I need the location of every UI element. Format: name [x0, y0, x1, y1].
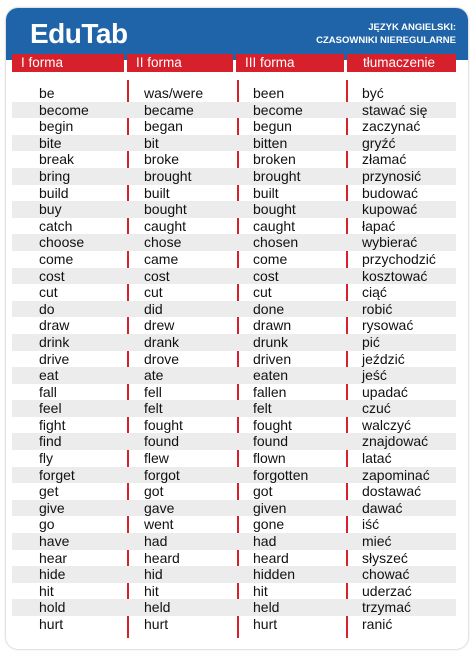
- table-cell: build: [39, 184, 69, 201]
- table-cell: jeździć: [362, 350, 405, 367]
- table-cell: built: [144, 184, 170, 201]
- table-cell: wybierać: [362, 234, 418, 251]
- table-cell: cut: [144, 284, 163, 301]
- table-cell: robić: [362, 300, 393, 317]
- table-cell: got: [253, 483, 273, 500]
- table-row: [12, 102, 456, 119]
- table-cell: find: [39, 433, 62, 450]
- table-row: [12, 317, 456, 334]
- table-cell: czuć: [362, 400, 391, 417]
- table-row: [12, 433, 456, 450]
- table-cell: go: [39, 516, 55, 533]
- table-row: [12, 467, 456, 484]
- table-cell: given: [253, 499, 287, 516]
- table-row: [12, 351, 456, 368]
- table-row: [12, 268, 456, 285]
- table-cell: kupować: [362, 201, 418, 218]
- table-cell: bite: [39, 134, 62, 151]
- table-cell: hide: [39, 566, 66, 583]
- table-cell: bit: [144, 134, 159, 151]
- table-row: [12, 417, 456, 434]
- table-cell: być: [362, 85, 384, 101]
- header-bar: [6, 8, 468, 60]
- table-cell: was/were: [144, 85, 204, 101]
- table-row: [12, 400, 456, 417]
- table-cell: held: [253, 599, 280, 616]
- table-cell: begin: [39, 118, 74, 135]
- table-cell: done: [253, 300, 285, 317]
- table-cell: driven: [253, 350, 292, 367]
- table-cell: fly: [39, 450, 53, 467]
- table-cell: ranić: [362, 616, 393, 632]
- table-cell: drive: [39, 350, 70, 367]
- table-cell: fight: [39, 416, 66, 433]
- table-cell: cut: [39, 284, 58, 301]
- table-cell: bought: [144, 201, 187, 218]
- table-cell: drink: [39, 333, 70, 350]
- table-cell: iść: [362, 516, 380, 533]
- table-cell: come: [253, 250, 288, 267]
- table-cell: got: [144, 483, 164, 500]
- table-cell: cut: [253, 284, 272, 301]
- table-cell: went: [144, 516, 174, 533]
- table-cell: ate: [144, 367, 164, 384]
- table-cell: cost: [39, 267, 65, 284]
- column-header-4: tłumaczenie: [347, 54, 456, 72]
- table-cell: przynosić: [362, 167, 422, 184]
- column-headers: [12, 54, 456, 72]
- table-row: [12, 185, 456, 202]
- table-row: [12, 168, 456, 185]
- table-cell: cost: [144, 267, 170, 284]
- table-cell: fought: [253, 416, 292, 433]
- table-cell: hit: [39, 582, 54, 599]
- table-cell: upadać: [362, 383, 408, 400]
- table-cell: draw: [39, 317, 70, 334]
- table-cell: hit: [253, 582, 268, 599]
- table-cell: rysować: [362, 317, 414, 334]
- table-row: [12, 516, 456, 533]
- table-cell: chose: [144, 234, 182, 251]
- table-cell: fall: [39, 383, 57, 400]
- table-cell: pić: [362, 333, 380, 350]
- table-cell: flown: [253, 450, 286, 467]
- verb-table: [12, 85, 456, 633]
- table-cell: broke: [144, 151, 180, 168]
- table-cell: give: [39, 499, 65, 516]
- table-row: [12, 85, 456, 102]
- table-row: [12, 201, 456, 218]
- table-cell: did: [144, 300, 163, 317]
- table-cell: gone: [253, 516, 285, 533]
- table-cell: łapać: [362, 217, 396, 234]
- table-cell: zaczynać: [362, 118, 421, 135]
- table-cell: latać: [362, 450, 392, 467]
- table-cell: drove: [144, 350, 180, 367]
- table-row: [12, 450, 456, 467]
- table-cell: dostawać: [362, 483, 422, 500]
- table-cell: ciąć: [362, 284, 387, 301]
- table-cell: chosen: [253, 234, 299, 251]
- table-cell: fell: [144, 383, 162, 400]
- table-cell: chować: [362, 566, 410, 583]
- table-row: [12, 135, 456, 152]
- table-cell: felt: [253, 400, 272, 417]
- table-cell: brought: [144, 167, 192, 184]
- table-cell: uderzać: [362, 582, 412, 599]
- table-cell: feel: [39, 400, 62, 417]
- table-cell: caught: [253, 217, 296, 234]
- table-row: [12, 284, 456, 301]
- subtitle-line-1: JĘZYK ANGIELSKI:: [368, 22, 456, 33]
- table-cell: hid: [144, 566, 163, 583]
- table-cell: choose: [39, 234, 85, 251]
- column-header-2: II forma: [127, 54, 233, 72]
- table-row: [12, 483, 456, 500]
- table-cell: cost: [253, 267, 279, 284]
- table-cell: became: [144, 101, 194, 118]
- table-cell: fallen: [253, 383, 287, 400]
- table-cell: had: [144, 533, 168, 550]
- table-cell: budować: [362, 184, 419, 201]
- table-cell: fought: [144, 416, 183, 433]
- table-cell: break: [39, 151, 75, 168]
- table-row: [12, 616, 456, 633]
- table-cell: come: [39, 250, 74, 267]
- table-cell: hold: [39, 599, 66, 616]
- table-cell: had: [253, 533, 277, 550]
- table-cell: złamać: [362, 151, 407, 168]
- table-cell: dawać: [362, 499, 403, 516]
- table-row: [12, 251, 456, 268]
- table-row: [12, 566, 456, 583]
- table-cell: found: [253, 433, 289, 450]
- table-cell: flew: [144, 450, 169, 467]
- table-row: [12, 367, 456, 384]
- table-cell: heard: [253, 549, 289, 566]
- table-cell: stawać się: [362, 101, 428, 118]
- table-row: [12, 301, 456, 318]
- table-row: [12, 151, 456, 168]
- table-cell: kosztować: [362, 267, 428, 284]
- table-cell: jeść: [362, 367, 387, 384]
- table-cell: trzymać: [362, 599, 411, 616]
- table-cell: begun: [253, 118, 292, 135]
- table-row: [12, 118, 456, 135]
- table-cell: be: [39, 85, 55, 101]
- table-cell: hurt: [144, 616, 169, 632]
- table-cell: get: [39, 483, 59, 500]
- table-cell: zapominać: [362, 466, 430, 483]
- table-cell: have: [39, 533, 70, 550]
- header-subtitle: [316, 21, 456, 47]
- table-row: [12, 334, 456, 351]
- table-row: [12, 500, 456, 517]
- table-cell: hit: [144, 582, 159, 599]
- table-cell: bitten: [253, 134, 288, 151]
- table-cell: drew: [144, 317, 175, 334]
- table-cell: mieć: [362, 533, 392, 550]
- column-header-1: I forma: [12, 54, 124, 72]
- table-cell: caught: [144, 217, 187, 234]
- table-cell: broken: [253, 151, 296, 168]
- table-cell: become: [39, 101, 89, 118]
- table-cell: become: [253, 101, 303, 118]
- table-cell: brought: [253, 167, 301, 184]
- table-cell: found: [144, 433, 180, 450]
- table-row: [12, 599, 456, 616]
- table-cell: bring: [39, 167, 71, 184]
- table-cell: buy: [39, 201, 62, 218]
- table-cell: hear: [39, 549, 68, 566]
- table-row: [12, 234, 456, 251]
- table-cell: been: [253, 85, 285, 101]
- table-cell: forgotten: [253, 466, 309, 483]
- table-cell: forget: [39, 466, 75, 483]
- edutab-logo: EduTab: [30, 18, 128, 49]
- table-cell: hurt: [39, 616, 64, 632]
- column-header-3: III forma: [236, 54, 344, 72]
- table-cell: came: [144, 250, 179, 267]
- table-cell: eaten: [253, 367, 289, 384]
- table-cell: gryźć: [362, 134, 396, 151]
- table-cell: bought: [253, 201, 296, 218]
- table-row: [12, 583, 456, 600]
- table-cell: znajdować: [362, 433, 429, 450]
- table-row: [12, 384, 456, 401]
- table-cell: forgot: [144, 466, 180, 483]
- table-cell: built: [253, 184, 279, 201]
- table-cell: eat: [39, 367, 59, 384]
- table-cell: catch: [39, 217, 73, 234]
- table-cell: gave: [144, 499, 175, 516]
- table-cell: held: [144, 599, 171, 616]
- table-cell: hidden: [253, 566, 296, 583]
- table-cell: do: [39, 300, 55, 317]
- table-cell: began: [144, 118, 183, 135]
- table-row: [12, 550, 456, 567]
- table-cell: drawn: [253, 317, 292, 334]
- table-row: [12, 533, 456, 550]
- table-cell: drank: [144, 333, 180, 350]
- table-cell: heard: [144, 549, 180, 566]
- table-cell: drunk: [253, 333, 289, 350]
- table-cell: hurt: [253, 616, 278, 632]
- table-row: [12, 218, 456, 235]
- table-cell: felt: [144, 400, 163, 417]
- table-cell: słyszeć: [362, 549, 408, 566]
- subtitle-line-2: CZASOWNIKI NIEREGULARNE: [316, 35, 456, 46]
- table-cell: przychodzić: [362, 250, 436, 267]
- table-cell: walczyć: [362, 416, 412, 433]
